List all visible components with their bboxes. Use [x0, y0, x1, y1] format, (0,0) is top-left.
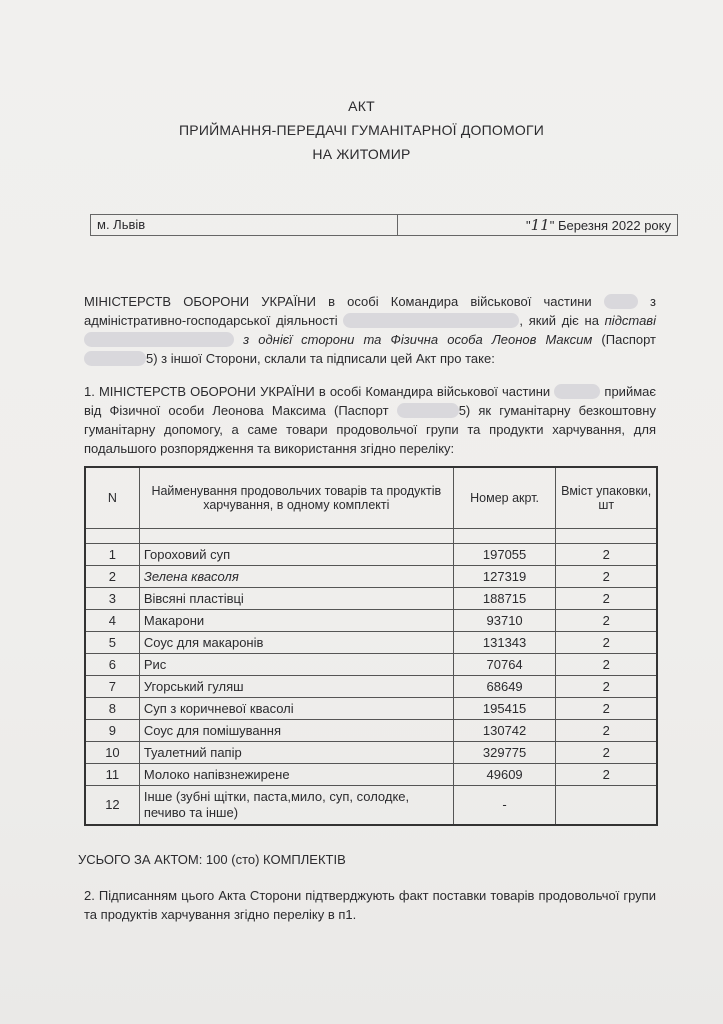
cell-quantity: 2 [556, 742, 657, 764]
cell-n: 6 [85, 654, 139, 676]
cell-quantity [556, 786, 657, 826]
clause-1-paragraph [84, 382, 656, 458]
table-row [85, 632, 657, 654]
para2-part-b: приймає від Фізичної особи Леонова Максима (Паспорт [84, 384, 656, 418]
cell-name: Соус для помішування [139, 720, 453, 742]
table-row [85, 720, 657, 742]
spacer-cell [139, 529, 453, 544]
para1-part-e: з однієї сторони та Фізична особа Леонов Максим [243, 332, 593, 347]
cell-quantity: 2 [556, 676, 657, 698]
table-row [85, 566, 657, 588]
para2-part-a: 1. МІНІСТЕРСТВ ОБОРОНИ УКРАЇНИ в особі Командира військової частини [84, 384, 551, 399]
header-number: Номер акрт. [453, 467, 556, 529]
cell-n: 4 [85, 610, 139, 632]
cell-number: 195415 [453, 698, 556, 720]
table-row [85, 610, 657, 632]
cell-n: 11 [85, 764, 139, 786]
para1-part-a: МІНІСТЕРСТВ ОБОРОНИ УКРАЇНИ в особі Командира військової частини [84, 294, 592, 309]
cell-n: 5 [85, 632, 139, 654]
cell-name: Суп з коричневої квасолі [139, 698, 453, 720]
cell-number: 68649 [453, 676, 556, 698]
cell-quantity: 2 [556, 698, 657, 720]
para1-part-f: (Паспорт [601, 332, 656, 347]
cell-name: Туалетний папір [139, 742, 453, 764]
cell-name: Вівсяні пластівці [139, 588, 453, 610]
table-row [85, 698, 657, 720]
cell-name: Макарони [139, 610, 453, 632]
para1-part-c: , який діє на [519, 313, 599, 328]
table-row [85, 786, 657, 826]
spacer-cell [85, 529, 139, 544]
redaction-mark [397, 403, 459, 418]
place-date-row [90, 214, 678, 236]
redaction-mark [84, 351, 146, 366]
redaction-mark [604, 294, 638, 309]
cell-quantity: 2 [556, 566, 657, 588]
cell-quantity: 2 [556, 588, 657, 610]
clause-2-paragraph: 2. Підписанням цього Акта Сторони підтверджують факт поставки товарів продовольчої групи та продуктів харчування згідно переліку в п1. [84, 888, 656, 922]
table-spacer-row [85, 529, 657, 544]
cell-number: 49609 [453, 764, 556, 786]
spacer-cell [556, 529, 657, 544]
cell-name: Соус для макаронів [139, 632, 453, 654]
table-row [85, 588, 657, 610]
para1-part-d: підставі [604, 313, 656, 328]
table-row [85, 764, 657, 786]
table-row [85, 654, 657, 676]
cell-quantity: 2 [556, 544, 657, 566]
cell-name: Інше (зубні щітки, паста,мило, суп, солодке, печиво та інше) [139, 786, 453, 826]
cell-quantity: 2 [556, 654, 657, 676]
table-row [85, 742, 657, 764]
cell-n: 1 [85, 544, 139, 566]
date-day: 11 [530, 216, 550, 234]
cell-n: 9 [85, 720, 139, 742]
cell-n: 12 [85, 786, 139, 826]
date-rest: " Березня 2022 року [549, 218, 671, 233]
cell-number: 70764 [453, 654, 556, 676]
doc-title: АКТ [348, 98, 375, 114]
table-header-row [85, 467, 657, 529]
cell-quantity: 2 [556, 720, 657, 742]
cell-name: Гороховий суп [139, 544, 453, 566]
cell-number: 329775 [453, 742, 556, 764]
cell-name: Рис [139, 654, 453, 676]
redaction-mark [343, 313, 519, 328]
cell-number: 93710 [453, 610, 556, 632]
cell-n: 7 [85, 676, 139, 698]
city-cell: м. Львів [91, 215, 398, 235]
para1-part-g: 5) з іншої Сторони, склали та підписали цей Акт про таке: [146, 351, 495, 366]
cell-number: 127319 [453, 566, 556, 588]
parties-paragraph [84, 292, 656, 368]
cell-n: 8 [85, 698, 139, 720]
cell-number: 197055 [453, 544, 556, 566]
para1-part-b: з адміністративно-господарської діяльності [84, 294, 656, 328]
cell-quantity: 2 [556, 764, 657, 786]
cell-name: Угорський гуляш [139, 676, 453, 698]
header-quantity: Вміст упаковки, шт [556, 467, 657, 529]
cell-n: 2 [85, 566, 139, 588]
doc-subtitle-destination: НА ЖИТОМИР [312, 146, 411, 162]
redaction-mark [84, 332, 234, 347]
cell-number: 188715 [453, 588, 556, 610]
cell-number: 130742 [453, 720, 556, 742]
para2-part-c: 5) як гуманітарну безкоштовну гуманітарну допомогу, а саме товари продовольчої групи та продукти харчування, для подальшого розпорядження та використання згідно переліку: [84, 403, 656, 456]
cell-quantity: 2 [556, 610, 657, 632]
redaction-mark [554, 384, 600, 399]
cell-name: Зелена квасоля [139, 566, 453, 588]
header-n: N [85, 467, 139, 529]
date-quote: " [526, 218, 531, 233]
cell-number: 131343 [453, 632, 556, 654]
items-table [84, 466, 658, 826]
header-name: Найменування продовольчих товарів та продуктів харчування, в одному комплекті [139, 467, 453, 529]
date-cell [398, 215, 677, 235]
table-row [85, 544, 657, 566]
cell-quantity: 2 [556, 632, 657, 654]
cell-n: 10 [85, 742, 139, 764]
cell-n: 3 [85, 588, 139, 610]
cell-number: - [453, 786, 556, 826]
table-row [85, 676, 657, 698]
spacer-cell [453, 529, 556, 544]
total-line: УСЬОГО ЗА АКТОМ: 100 (сто) КОМПЛЕКТІВ [78, 852, 346, 867]
cell-name: Молоко напівзнежирене [139, 764, 453, 786]
doc-subtitle: ПРИЙМАННЯ-ПЕРЕДАЧІ ГУМАНІТАРНОЇ ДОПОМОГИ [179, 122, 544, 138]
